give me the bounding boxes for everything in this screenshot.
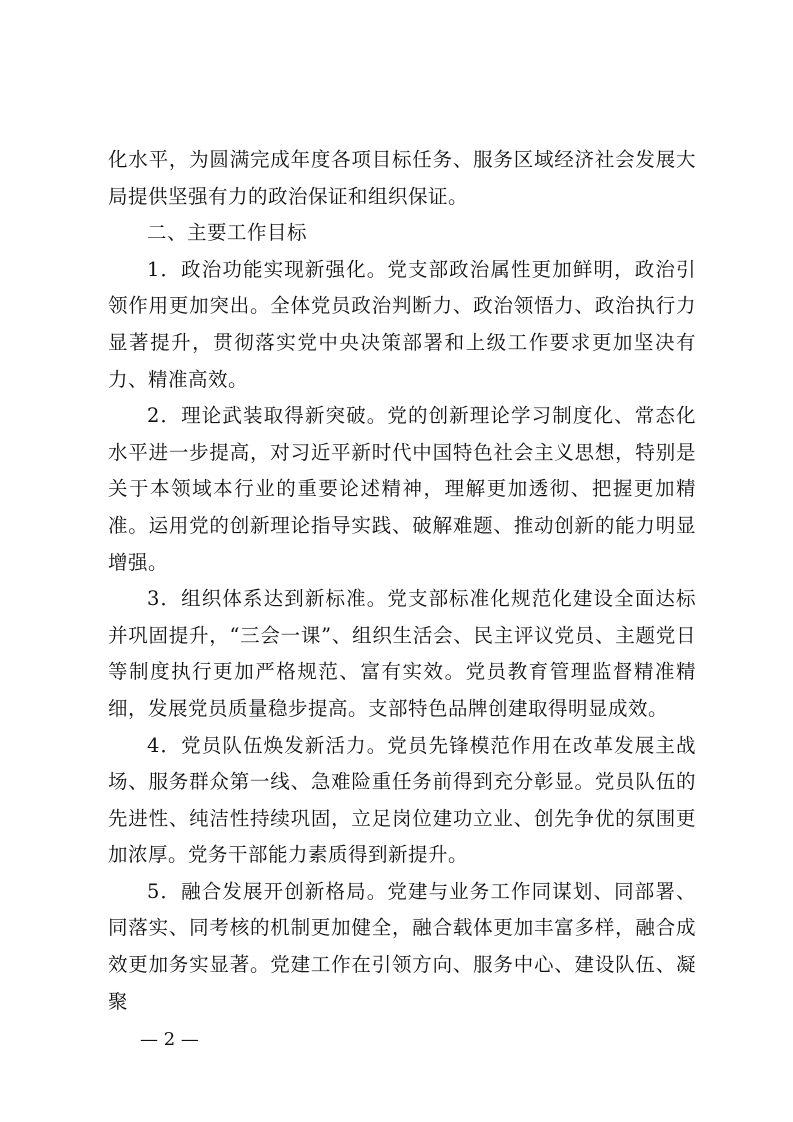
continued-paragraph: 化水平，为圆满完成年度各项目标任务、服务区域经济社会发展大局提供坚强有力的政治保证和组织保证。 <box>108 148 696 208</box>
goal-item-1: 1．政治功能实现新强化。党支部政治属性更加鲜明，政治引领作用更加突出。全体党员政治判断力、政治领悟力、政治执行力显著提升，贯彻落实党中央决策部署和上级工作要求更加坚决有力、精准高效。 <box>108 257 696 391</box>
goal-item-2: 2．理论武装取得新突破。党的创新理论学习制度化、常态化水平进一步提高，对习近平新时代中国特色社会主义思想，特别是关于本领域本行业的重要论述精神，理解更加透彻、把握更加精准。运用党的创新理论指导实践、破解难题、推动创新的能力明显增强。 <box>108 404 696 574</box>
section-heading: 二、主要工作目标 <box>147 221 308 245</box>
goal-item-4: 4．党员队伍焕发新活力。党员先锋模范作用在改革发展主战场、服务群众第一线、急难险重任务前得到充分彰显。党员队伍的先进性、纯洁性持续巩固，立足岗位建功立业、创先争优的氛围更加浓厚。党务干部能力素质得到新提升。 <box>108 733 696 867</box>
goal-item-5: 5．融合发展开创新格局。党建与业务工作同谋划、同部署、同落实、同考核的机制更加健全，融合载体更加丰富多样，融合成效更加务实显著。党建工作在引领方向、服务中心、建设队伍、凝聚 <box>108 879 696 1013</box>
page-number: — 2 — <box>140 1029 199 1050</box>
goal-item-3: 3．组织体系达到新标准。党支部标准化规范化建设全面达标并巩固提升，“三会一课”、组织生活会、民主评议党员、主题党日等制度执行更加严格规范、富有实效。党员教育管理监督精准精细，发展党员质量稳步提高。支部特色品牌创建取得明显成效。 <box>108 587 696 720</box>
document-body <box>108 142 696 1020</box>
